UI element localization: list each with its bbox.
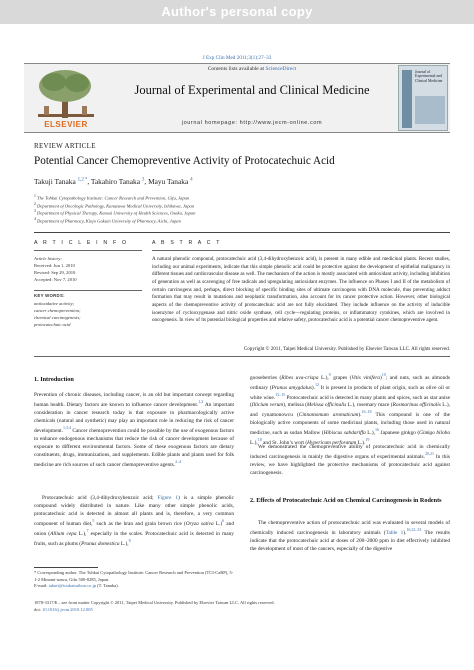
text-run: Japanese ginkgo ( bbox=[378, 430, 420, 436]
keywords-divider bbox=[34, 290, 142, 291]
citation-ref[interactable]: 1,2 bbox=[198, 399, 204, 405]
affiliation-number: 3 bbox=[34, 209, 36, 214]
author-name: Mayu Tanaka bbox=[148, 177, 191, 186]
text-run: L.) bbox=[213, 520, 223, 527]
text-run: L.), rosemary mace ( bbox=[346, 402, 393, 409]
keywords-label: KEY WORDS: bbox=[34, 293, 65, 298]
cover-image-block bbox=[415, 96, 445, 124]
revised-date: Revised: Sep 29, 2010 bbox=[34, 270, 76, 276]
text-run: ). bbox=[311, 384, 315, 391]
text-run: and St. John’s wort ( bbox=[261, 439, 308, 446]
author-affiliation-marker[interactable]: 4 bbox=[190, 177, 193, 183]
species-name: Prunus amygdalus bbox=[271, 384, 312, 391]
citation-ref[interactable]: 7 bbox=[86, 527, 89, 533]
article-type: REVIEW ARTICLE bbox=[34, 142, 96, 150]
text-run: gooseberries ( bbox=[250, 374, 282, 381]
section-2-heading: 2. Effects of Protocatechuic Acid on Chemical Carcinogenesis in Rodents bbox=[250, 497, 442, 504]
text-run: L.), bbox=[250, 439, 258, 446]
text-run: The chemopreventive action of protocatechuic acid was evaluated in several models of chemically induced carcinogenesis in laboratory animals ( bbox=[250, 520, 450, 536]
history-label: Article history: bbox=[34, 256, 62, 261]
author-name: Takuji Tanaka bbox=[34, 177, 78, 186]
citation-ref[interactable]: 20,21 bbox=[424, 451, 434, 457]
species-name: Illicium verum bbox=[251, 402, 284, 409]
text-run: ). bbox=[358, 412, 362, 419]
email-suffix: (T. Tanaka). bbox=[96, 583, 119, 589]
abstract-text: A natural phenolic compound, protocatechuic acid (3,4-dihydroxybenzoic acid), is present in many edible and medicinal plants. Recent studies, including our animal experiments, indicate that this simple phenolic acid could be protective against the development of epithelial malignancy in different tissues and cardiovascular disease as well. The mechanism of the action is mostly associated with antioxidant activity, including inhibition of generation as well as scavenging of free radicals and upregulating antioxidant enzymes. The influence on Phases I and II of the metabolism of certain carcinogens and, perhaps, direct blocking of specific binding sites of ultimate carcinogens with DNA molecule, thus preventing adduct formation that may result in mutations and neoplastic transformation, also account for its cancer protective action. However, other biological aspects of the chemopreventive activity of protocatechuic acid are not fully elucidated. They include influence on the activity of inducible isoenzyme of cyclooxygenase and nitric oxide synthase, cell cycle—regulating proteins, or inflammatory cytokines, which are involved in oncogenesis. In view of its potential biological properties and relative safety, protocatechuic acid is a potential cancer chemopreventive agent. bbox=[152, 256, 450, 324]
text-run: It is present in products of plant origin, such as olive oil or white wine. bbox=[250, 384, 450, 401]
intro-paragraph-1 bbox=[34, 391, 234, 468]
citation-ref[interactable]: 19 bbox=[365, 437, 370, 443]
figure-table-link[interactable]: Figure 1 bbox=[157, 495, 179, 501]
text-run: The results indicate that the protocatechuic acid at doses of 200–2000 ppm in diet effectively inhibited the development of most of the cancers, especially of the digestive bbox=[250, 529, 450, 552]
corresponding-author-footnote bbox=[34, 570, 234, 590]
text-run: In this review, we have highlighted the protective mechanisms of protocatechuic acid against carcinogenesis. bbox=[250, 453, 450, 476]
text-run: L.), and cynamonowcu ( bbox=[250, 402, 450, 419]
text-run: Prevention of chronic diseases, including cancer, is an old but important concept regarding human health. Dietary factors are known to influence cancer development. bbox=[34, 392, 234, 408]
author-affiliation-marker[interactable]: 1,2 * bbox=[77, 177, 88, 183]
doi-label: doi: bbox=[34, 606, 43, 612]
intro-paragraph-continued bbox=[250, 372, 450, 447]
text-run: especially in the scales. Protocatechuic acid is detected in many fruits, such as plums ( bbox=[34, 530, 234, 547]
sciencedirect-link[interactable]: ScienceDirect bbox=[265, 66, 297, 72]
affiliation-text: Department of Pharmacy, Kinjo Gakuin University of Pharmacy, Aichi, Japan bbox=[35, 218, 181, 224]
text-run: Cancer chemoprevention could be possible by the use of exogenous factors to enhance endogenous mechanisms that reduce the risk of cancer development because of exposure to different environmental factors. Some of these exogenous factors are dietary constituents, drugs, immunizations, and supplements. Edible plants and plants used for folk medicine are rich sources of such cancer chemopreventive agents. bbox=[34, 427, 234, 468]
banner-text: Author's personal copy bbox=[161, 4, 313, 19]
affiliation-number: 2 bbox=[34, 201, 36, 206]
citation-ref[interactable]: 18 bbox=[257, 437, 262, 443]
affiliation-number: 4 bbox=[34, 216, 36, 221]
citation-ref[interactable]: 16 bbox=[374, 427, 379, 433]
text-run: and onion ( bbox=[34, 520, 234, 537]
keyword: protocatechuic acid bbox=[34, 321, 71, 327]
citation-ref[interactable]: 8 bbox=[128, 537, 131, 543]
doi-line bbox=[34, 607, 450, 614]
citation-ref[interactable]: 9 bbox=[328, 372, 331, 377]
affiliation bbox=[34, 209, 454, 217]
keywords-block bbox=[34, 293, 142, 328]
affiliation bbox=[34, 194, 454, 202]
text-run: ) bbox=[379, 374, 382, 381]
abstract-copyright: Copyright © 2011, Taipei Medical University. Published by Elsevier Taiwan LLC. All rights reserved. bbox=[243, 346, 450, 352]
article-history bbox=[34, 255, 142, 283]
citation-ref[interactable]: 5 bbox=[92, 518, 95, 524]
text-run: ). bbox=[403, 529, 407, 536]
text-run: An important consideration in cancer research today is that exposure to pharmacologically active chemicals (natural and synthetic) may play an important role in reducing the risk of cancer development. bbox=[34, 401, 234, 434]
affiliation bbox=[34, 217, 454, 225]
citation-ref[interactable]: 1,3,4 bbox=[62, 424, 71, 430]
text-run: L.). bbox=[356, 439, 366, 446]
text-run: This compound is one of the biologically active components of some medicinal plants, including those used in natural medicine, such as sudan Mallow ( bbox=[250, 412, 450, 436]
introduction-heading: 1. Introduction bbox=[34, 376, 74, 383]
text-run: L.), bbox=[365, 430, 375, 436]
citation-ref[interactable]: 2–4 bbox=[175, 458, 182, 464]
abstract-divider bbox=[152, 250, 450, 251]
issn-copyright bbox=[34, 600, 450, 614]
cover-title: Journal of Experimental and Clinical Medicine bbox=[415, 70, 443, 83]
article-info-heading: A R T I C L E I N F O bbox=[34, 240, 129, 246]
affiliation-list bbox=[34, 194, 454, 225]
species-name: Allium cepa bbox=[50, 530, 77, 537]
figure-table-link[interactable]: Table 1 bbox=[385, 529, 404, 536]
affiliation bbox=[34, 202, 454, 210]
cover-stripe bbox=[402, 70, 412, 128]
text-run: L.), bbox=[318, 374, 329, 381]
affiliation-text: Department of Oncologic Pathology, Kanazawa Medical University, Ishikawa, Japan bbox=[35, 203, 195, 209]
author-list bbox=[34, 177, 454, 186]
issn-line: 1878-3317/$ – see front matter Copyright © 2011, Taipei Medical University. Published by Elsevier Taiwan LLC. All rights reserved. bbox=[34, 600, 275, 605]
citation-ref[interactable]: 6 bbox=[222, 518, 225, 524]
citation-ref[interactable]: 16–18 bbox=[361, 409, 372, 415]
text-run: ) is a simple phenolic compound widely distributed in nature. Like many other simple phenolic acids, protocatechuic acid is detected in almost all plants and is, therefore, a very common component of human diet, bbox=[34, 495, 234, 527]
author-copy-banner bbox=[0, 0, 474, 24]
author-separator: , bbox=[144, 177, 149, 186]
text-run: ; and nuts, such as almonds ordinary ( bbox=[250, 374, 450, 391]
author-name: Takahiro Tanaka bbox=[90, 177, 142, 186]
species-name: Oryza sativa bbox=[185, 520, 214, 527]
species-name: Ribes uva-crispa bbox=[281, 374, 319, 381]
intro-paragraph-3 bbox=[250, 443, 450, 477]
citation-ref[interactable]: 12 bbox=[314, 381, 319, 387]
accepted-date: Accepted: Nov 7, 2010 bbox=[34, 277, 77, 283]
email-label: E-mail: bbox=[34, 583, 49, 589]
section-2-paragraph bbox=[250, 519, 450, 553]
text-run: L.), bbox=[119, 540, 129, 547]
footnote-text: * Corresponding author. The Tohkai Cytopathology Institute: Cancer Research and Prevention (TCI-CaRP), 5-1-2 Minami-uzura, Gifu 500-8285, Japan. bbox=[34, 570, 234, 582]
contents-line bbox=[112, 66, 392, 72]
species-name: Rosmarinus officinalis bbox=[392, 402, 441, 409]
species-name: Vitis vinifera bbox=[351, 374, 380, 381]
species-name: Hypericum perforatum bbox=[307, 439, 357, 446]
journal-homepage[interactable]: journal homepage: http://www.jecm-online.com bbox=[181, 120, 323, 126]
citation-ref[interactable]: 10 bbox=[381, 372, 386, 377]
publisher-name: ELSEVIER bbox=[44, 120, 88, 129]
text-run: We demonstrated the chemopreventive ability of protocatechuic acid in chemically induced carcinogenesis in mainly the digestive organs of experimental animals. bbox=[250, 444, 450, 460]
footnote-divider bbox=[34, 567, 98, 568]
keyword: cancer chemoprevention; bbox=[34, 307, 81, 313]
info-divider bbox=[34, 250, 142, 251]
text-run: Protocatechuic acid is detected in many plants and spices, such as star anise ( bbox=[250, 394, 450, 409]
journal-title: Journal of Experimental and Clinical Medicine bbox=[134, 83, 370, 97]
affiliation-text: Department of Physical Therapy, Kansai University of Health Sciences, Osaka, Japan bbox=[35, 210, 196, 216]
author-affiliation-marker[interactable]: 3 bbox=[141, 177, 145, 183]
species-name: Hibiscus sabdariffa bbox=[323, 430, 366, 436]
journal-cover-thumbnail bbox=[398, 65, 448, 131]
email-link[interactable]: takutt@toukaisaibou.co.jp bbox=[48, 583, 97, 589]
author-separator: , bbox=[87, 177, 91, 186]
species-name: Prunus domestica bbox=[81, 540, 120, 547]
intro-paragraph-2 bbox=[34, 494, 234, 547]
keyword: antioxidative activity; bbox=[34, 300, 75, 306]
contents-prefix: Contents lists available at bbox=[207, 66, 266, 72]
citation-ref[interactable]: 16,22–33 bbox=[406, 527, 422, 533]
section-divider bbox=[34, 232, 450, 233]
affiliation-number: 1 bbox=[34, 194, 36, 198]
doi-link[interactable]: 10.1016/j.jecm.2010.12.005 bbox=[42, 606, 93, 612]
received-date: Received: Jun 1, 2010 bbox=[34, 263, 75, 269]
species-name: Cinnamomum aromaticum bbox=[298, 412, 359, 419]
species-name: Ginkgo biloba bbox=[419, 430, 451, 436]
text-run: ), melissa ( bbox=[283, 402, 307, 409]
text-run: grapes ( bbox=[330, 374, 352, 381]
citation-link[interactable]: J Exp Clin Med 2011;3(1):27–33 bbox=[202, 55, 272, 61]
text-run: such as the bran and grain brown rice ( bbox=[94, 520, 186, 527]
text-run: L.), bbox=[76, 530, 87, 537]
text-run: Protocatechuic acid (3,4-dihydroxybenzoic acid; bbox=[42, 495, 158, 501]
affiliation-text: The Tohkai Cytopathology Institute: Cancer Research and Prevention, Gifu, Japan bbox=[35, 195, 190, 201]
citation-ref[interactable]: 13–15 bbox=[275, 391, 286, 397]
paper-title: Potential Cancer Chemopreventive Activity of Protocatechuic Acid bbox=[34, 155, 335, 167]
keyword: chemical carcinogenesis; bbox=[34, 314, 81, 320]
abstract-heading: A B S T R A C T bbox=[152, 240, 222, 246]
body-divider bbox=[34, 356, 450, 357]
species-name: Melissa officinalis bbox=[306, 402, 347, 409]
